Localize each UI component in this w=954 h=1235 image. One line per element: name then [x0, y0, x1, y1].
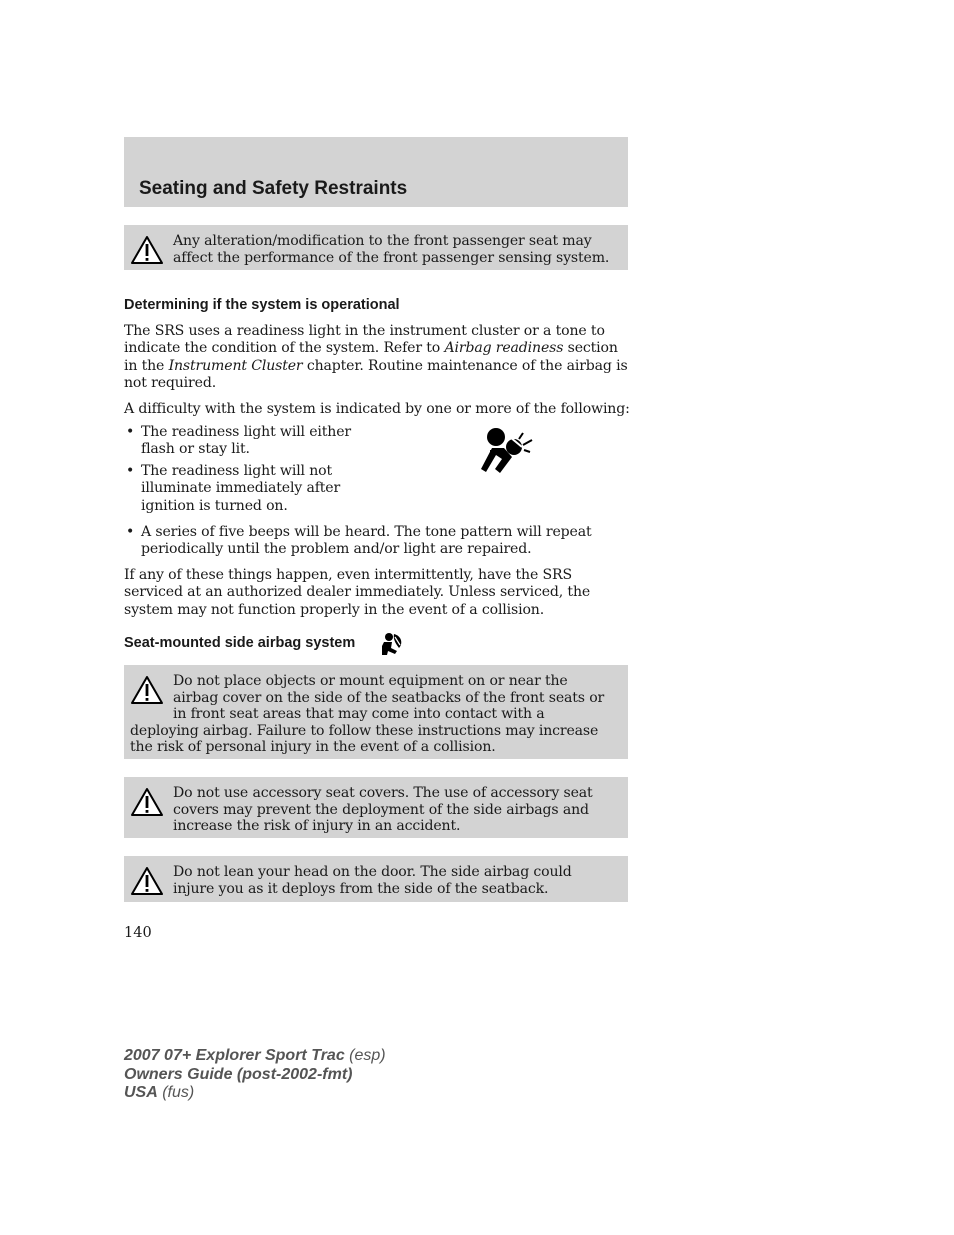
list-item: • The readiness light will either flash or stay lit.: [126, 424, 352, 458]
airbag-readiness-icon: [478, 425, 536, 481]
list-item: • A series of five beeps will be heard. The tone pattern will repeat periodically until the problem and/or light are repaired.: [126, 524, 592, 558]
warning-triangle-icon: [130, 787, 173, 819]
warning-box: [124, 225, 628, 270]
warning-text: Do not use accessory seat covers. The use of accessory seat covers may prevent the deployment of the side airbags and increase the risk of injury in an accident.: [173, 785, 593, 835]
warning-triangle-icon: [130, 866, 173, 898]
warning-box: [124, 665, 628, 759]
warning-box: [124, 777, 628, 838]
section-heading: Determining if the system is operational: [124, 297, 400, 313]
paragraph: If any of these things happen, even intermittently, have the SRS serviced at an authorized dealer immediately. Unless serviced, the system may not function properly in the event of a collision.: [124, 567, 591, 618]
document-footer: 2007 07+ Explorer Sport Trac (esp) Owners Guide (post-2002-fmt) USA (fus): [124, 1047, 386, 1101]
warning-triangle-icon: [130, 675, 173, 707]
list-item: • The readiness light will not illuminate immediately after ignition is turned on.: [126, 463, 341, 514]
section-heading: Seat-mounted side airbag system: [124, 635, 356, 651]
warning-text: Do not lean your head on the door. The side airbag could injure you as it deploys from the side of the seatback.: [173, 864, 572, 897]
side-airbag-seat-icon: [378, 632, 404, 660]
warning-triangle-icon: [130, 235, 173, 267]
warning-text: Do not place objects or mount equipment on or near the airbag cover on the side of the seatbacks of the front seats or in front seat areas that may come into contact with a deploying airbag. Failure to follow these instructions may increase the risk of personal injury in the event of a collision.: [130, 673, 605, 756]
warning-box: [124, 856, 628, 902]
paragraph: The SRS uses a readiness light in the instrument cluster or a tone to indicate the condition of the system. Refer to Airbag readiness section in the Instrument Cluster chapter. Routine maintenance of the airbag is not required.: [124, 323, 628, 392]
paragraph: A difficulty with the system is indicated by one or more of the following:: [124, 401, 630, 417]
section-header-band: [124, 137, 628, 207]
page-title: Seating and Safety Restraints: [139, 178, 408, 199]
page-number: 140: [124, 925, 152, 941]
warning-text: Any alteration/modification to the front passenger seat may affect the performance of the front passenger sensing system.: [173, 233, 610, 266]
